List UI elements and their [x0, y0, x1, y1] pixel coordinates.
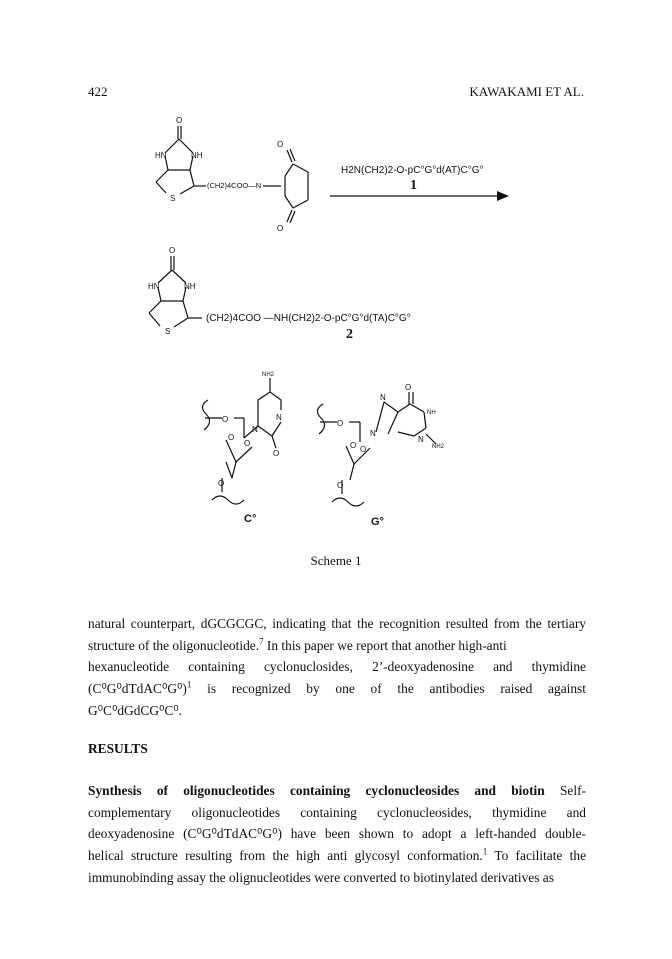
paragraph-2 — [88, 780, 586, 889]
atom-label: N — [370, 429, 376, 438]
reagent-number: 1 — [410, 178, 417, 193]
nucleoside-c-label: C° — [244, 513, 257, 525]
text-span: structure of the oligonucleotide. — [88, 637, 260, 653]
text-line: immunobinding assay the olignucleotides were converted to biotinylated derivatives as — [88, 869, 554, 885]
cyclocytidine-structure — [202, 378, 281, 504]
text-line — [88, 678, 586, 700]
text-line — [88, 635, 586, 657]
section-heading: RESULTS — [88, 741, 148, 756]
atom-label: N — [418, 435, 424, 444]
atom-label: N — [252, 425, 258, 434]
scheme-caption: Scheme 1 — [310, 553, 362, 568]
linker-label: (CH2)4COO—N — [207, 181, 262, 190]
paragraph-1 — [88, 613, 586, 722]
atom-label: N — [276, 413, 282, 422]
text-span: (C⁰G⁰dTdAC⁰G⁰) — [88, 681, 187, 697]
text-line — [88, 780, 586, 802]
text-span: helical structure resulting from the high anti glycosyl conformation. — [88, 848, 483, 864]
atom-label: NH — [191, 151, 203, 160]
product-label: (CH2)4COO —NH(CH2)2-O-pC°G°d(TA)C°G° — [206, 313, 411, 324]
atom-label: N — [380, 393, 386, 402]
atom-label: O — [360, 445, 367, 454]
atom-label: O — [405, 383, 412, 392]
text-line — [88, 845, 586, 867]
subheading: Synthesis of oligonucleotides containing cyclonucleosides and biotin — [88, 783, 545, 798]
page-number: 422 — [88, 84, 108, 99]
biotin-structure-top — [156, 126, 308, 223]
atom-label: O — [350, 441, 357, 450]
biotin-structure-bottom — [149, 256, 202, 327]
atom-label: NH — [427, 410, 436, 416]
atom-label: O — [337, 419, 344, 428]
atom-label: O — [277, 224, 284, 233]
citation-ref: 1 — [482, 846, 488, 857]
atom-label: O — [169, 246, 176, 255]
atom-label: S — [170, 194, 176, 203]
text-span: Self- — [559, 783, 586, 798]
text-line: hexanucleotide containing cyclonuclosides, 2’-deoxyadenosine and thymidine — [88, 659, 586, 675]
atom-label: O — [218, 479, 225, 488]
atom-label: O — [176, 116, 183, 125]
text-line: deoxyadenosine (C⁰G⁰dTdAC⁰G⁰) have been shown to adopt a left-handed double- — [88, 826, 586, 842]
atom-label: O — [277, 140, 284, 149]
text-line: complementary oligonucleotides containing cyclonucleosides, thymidine and — [88, 804, 586, 820]
text-span: is recognized by one of the antibodies raised against — [191, 681, 586, 697]
nucleoside-g-label: G° — [371, 516, 384, 528]
atom-label: O — [222, 415, 229, 424]
atom-label: O — [244, 439, 251, 448]
atom-label: O — [273, 449, 280, 458]
atom-label: HN — [148, 282, 160, 291]
atom-label: NH — [184, 282, 196, 291]
text-line: G⁰C⁰dGdCG⁰C⁰. — [88, 702, 183, 718]
text-span: In this paper we report that another high-anti — [263, 637, 507, 653]
running-title: KAWAKAMI ET AL. — [469, 84, 584, 99]
reagent-label: H2N(CH2)2-O-pC°G°d(AT)C°G° — [341, 165, 484, 176]
citation-ref: 1 — [186, 679, 192, 690]
atom-label: NH2 — [262, 372, 275, 378]
atom-label: HN — [155, 151, 167, 160]
text-span: To facilitate the — [487, 848, 587, 864]
atom-label: O — [228, 433, 235, 442]
cycloguanosine-structure — [317, 392, 436, 506]
citation-ref: 7 — [259, 636, 264, 647]
product-number: 2 — [346, 327, 353, 342]
atom-label: O — [337, 481, 344, 490]
text-line: natural counterpart, dGCGCGC, indicating that the recognition resulted from the tertiary — [88, 616, 586, 631]
atom-label: NH2 — [432, 444, 445, 450]
atom-label: S — [165, 327, 171, 336]
arrow-head — [497, 191, 509, 201]
